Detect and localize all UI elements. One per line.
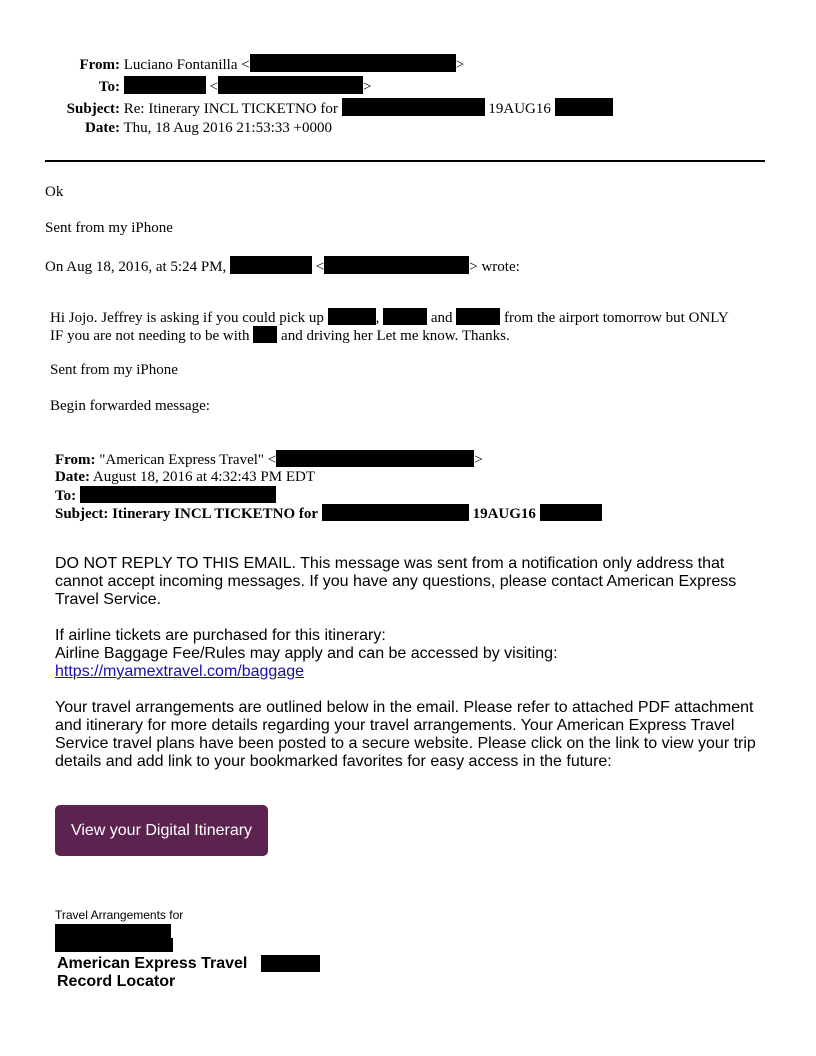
fwd-to-label: To: [55,488,77,504]
quoted-line-2 [50,326,510,345]
arrangements-paragraph: Your travel arrangements are outlined below in the email. Please refer to attached PDF attachment and itinerary for more details regarding your travel arrangements. Your American Express Travel Service travel plans have been posted to a secure website. Please click on the link to view your trip details and add link to your bookmarked favorites for easy access in the future: [55,699,756,770]
fwd-date-row [55,468,315,486]
header-date-row [60,120,332,137]
no-reply-notice: DO NOT REPLY TO THIS EMAIL. This message was sent from a notification only address that cannot accept incoming messages. If you have any questions, please contact American Express Travel Service. [55,555,737,608]
redacted-person-2 [383,308,427,325]
redacted-traveler-name-2 [55,938,173,952]
baggage-link[interactable]: https://myamextravel.com/baggage [55,663,305,680]
redacted-fwd-email [276,450,474,467]
quote-prefix: On Aug 18, 2016, at 5:24 PM, [45,259,227,275]
redacted-fwd-subject-name [322,504,469,521]
fwd-from-label: From: [55,452,96,468]
baggage-paragraph [55,627,775,681]
redacted-subject-code [555,98,613,116]
record-locator-title: American Express Travel [57,955,248,972]
reply-signature: Sent from my iPhone [45,220,173,236]
fwd-from-row: From: "American Express Travel" < > [55,452,483,468]
begin-forwarded: Begin forwarded message: [50,398,210,414]
fwd-subject-date: 19AUG16 [472,506,536,522]
date-label: Date: [85,120,120,136]
redacted-record-locator [261,955,320,972]
to-label: To: [98,79,120,95]
baggage-line-2: Airline Baggage Fee/Rules may apply and can be accessed by visiting: [55,645,558,662]
fwd-subject-row [55,504,602,523]
header-subject-row [60,98,613,118]
redacted-quote-email [324,256,469,274]
header-divider [45,160,765,162]
quoted-text: Hi Jojo. Jeffrey is asking if you could pick up [50,310,324,326]
quote-suffix: wrote: [481,259,520,275]
subject-prefix: Re: Itinerary INCL TICKETNO for [123,101,338,117]
fwd-to-row [55,486,276,505]
redacted-to-email [218,76,363,94]
redacted-traveler-name-1 [55,924,171,938]
subject-label: Subject: [66,101,120,117]
quoted-and: and [430,310,453,326]
redacted-subject-name [342,98,485,116]
redacted-from-email [250,54,456,72]
baggage-line-1: If airline tickets are purchased for this itinerary: [55,627,386,644]
view-itinerary-button[interactable]: View your Digital Itinerary [55,805,268,856]
from-name: Luciano Fontanilla [123,57,238,73]
quoted-text: from the airport tomorrow but ONLY [504,310,729,326]
subject-date: 19AUG16 [488,101,551,117]
redacted-person-4 [253,326,277,343]
quoted-text: and driving her Let me know. Thanks. [281,328,510,344]
header-to-row: To: < > [60,76,371,96]
from-label: From: [79,57,120,73]
redacted-person-3 [456,308,500,325]
fwd-date-value: August 18, 2016 at 4:32:43 PM EDT [92,469,316,485]
redacted-fwd-subject-code [540,504,602,521]
fwd-subject-value: Itinerary INCL TICKETNO for [112,506,319,522]
redacted-to-name [124,76,206,94]
reply-text: Ok [45,184,64,200]
quote-attribution: On Aug 18, 2016, at 5:24 PM, < > wrote: [45,256,520,276]
fwd-date-label: Date: [55,469,90,485]
record-locator-line-1 [57,955,247,973]
redacted-fwd-to [80,486,276,503]
quoted-comma: , [375,310,380,326]
record-locator-line-2: Record Locator [57,973,176,990]
date-value: Thu, 18 Aug 2016 21:53:33 +0000 [123,120,332,136]
quoted-line-1 [50,308,729,327]
redacted-person-1 [328,308,376,325]
fwd-subject-label: Subject: [55,506,109,522]
arrangements-for-label: Travel Arrangements for [55,908,184,922]
header-from-row: From: Luciano Fontanilla < > [60,54,464,74]
quoted-text: IF you are not needing to be with [50,328,250,344]
fwd-from-name: "American Express Travel" [99,452,265,468]
redacted-quote-name [230,256,312,274]
quoted-signature: Sent from my iPhone [50,362,178,378]
